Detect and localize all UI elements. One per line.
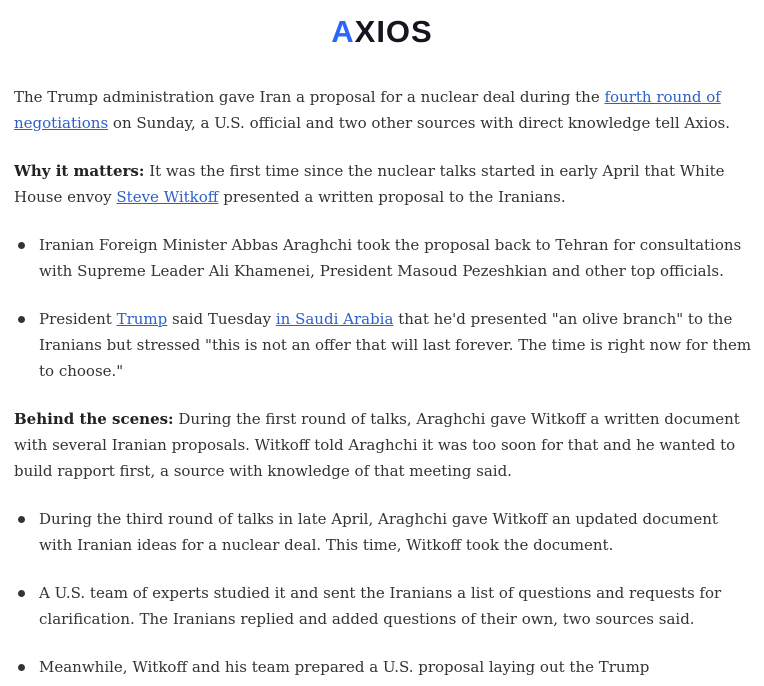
why-line-2 — [14, 184, 764, 210]
why-text-2: House envoy — [14, 188, 117, 206]
trump-link[interactable]: Trump — [116, 310, 168, 328]
behind-the-scenes-label: Behind the scenes: — [14, 410, 174, 428]
negotiations-link[interactable]: negotiations — [14, 114, 109, 132]
bullet-line: Iranians but stressed "this is not an offer that will last forever. The time is right now for them — [39, 336, 752, 354]
logo-accent-letter: A — [331, 14, 355, 49]
why-text-1: It was the first time since the nuclear talks started in early April that White — [144, 162, 725, 180]
saudi-arabia-link[interactable]: in Saudi Arabia — [275, 310, 394, 328]
intro-line-1 — [14, 84, 764, 110]
list-item — [14, 654, 764, 680]
behind-line-2: with several Iranian proposals. Witkoff told Araghchi it was too soon for that and he wanted to — [14, 436, 736, 454]
bullet-line: with Supreme Leader Ali Khamenei, President Masoud Pezeshkian and other top officials. — [39, 262, 724, 280]
bullet-line: Meanwhile, Witkoff and his team prepared a U.S. proposal laying out the Trump — [39, 658, 650, 676]
list-item — [14, 580, 764, 632]
bullet-text: President — [39, 310, 117, 328]
bullet-line: clarification. The Iranians replied and added questions of their own, two sources said. — [39, 610, 695, 628]
bullet-text: that he'd presented "an olive branch" to the — [393, 310, 733, 328]
axios-logo[interactable] — [0, 14, 764, 50]
behind-line-1 — [14, 406, 764, 432]
intro-text-2: on Sunday, a U.S. official and two other sources with direct knowledge tell Axios. — [108, 114, 730, 132]
logo-rest-letters: XIOS — [354, 14, 433, 49]
article-body — [14, 84, 764, 686]
list-item — [14, 306, 764, 384]
bullet-list-2 — [14, 506, 764, 680]
paragraph-behind-the-scenes — [14, 406, 764, 484]
bullet-line — [39, 306, 764, 332]
bullet-line: During the third round of talks in late April, Araghchi gave Witkoff an updated document — [39, 510, 718, 528]
steve-witkoff-link[interactable]: Steve Witkoff — [116, 188, 219, 206]
list-item — [14, 232, 764, 284]
bullet-line: to choose." — [39, 362, 124, 380]
bullet-line: with Iranian ideas for a nuclear deal. This time, Witkoff took the document. — [39, 536, 614, 554]
list-item — [14, 506, 764, 558]
fourth-round-link[interactable]: fourth round of — [604, 88, 721, 106]
intro-text-1: The Trump administration gave Iran a proposal for a nuclear deal during the — [14, 88, 605, 106]
behind-line-3: build rapport first, a source with knowledge of that meeting said. — [14, 462, 512, 480]
intro-line-2 — [14, 110, 764, 136]
behind-text-1: During the first round of talks, Araghchi gave Witkoff a written document — [173, 410, 740, 428]
why-it-matters-label: Why it matters: — [14, 162, 145, 180]
bullet-text: said Tuesday — [167, 310, 276, 328]
bullet-line: Iranian Foreign Minister Abbas Araghchi took the proposal back to Tehran for consultations — [39, 236, 742, 254]
bullet-list-1 — [14, 232, 764, 384]
paragraph-why-it-matters — [14, 158, 764, 210]
why-line-1 — [14, 158, 764, 184]
why-text-3: presented a written proposal to the Iranians. — [218, 188, 566, 206]
bullet-line: A U.S. team of experts studied it and sent the Iranians a list of questions and requests for — [39, 584, 722, 602]
paragraph-intro — [14, 84, 764, 136]
